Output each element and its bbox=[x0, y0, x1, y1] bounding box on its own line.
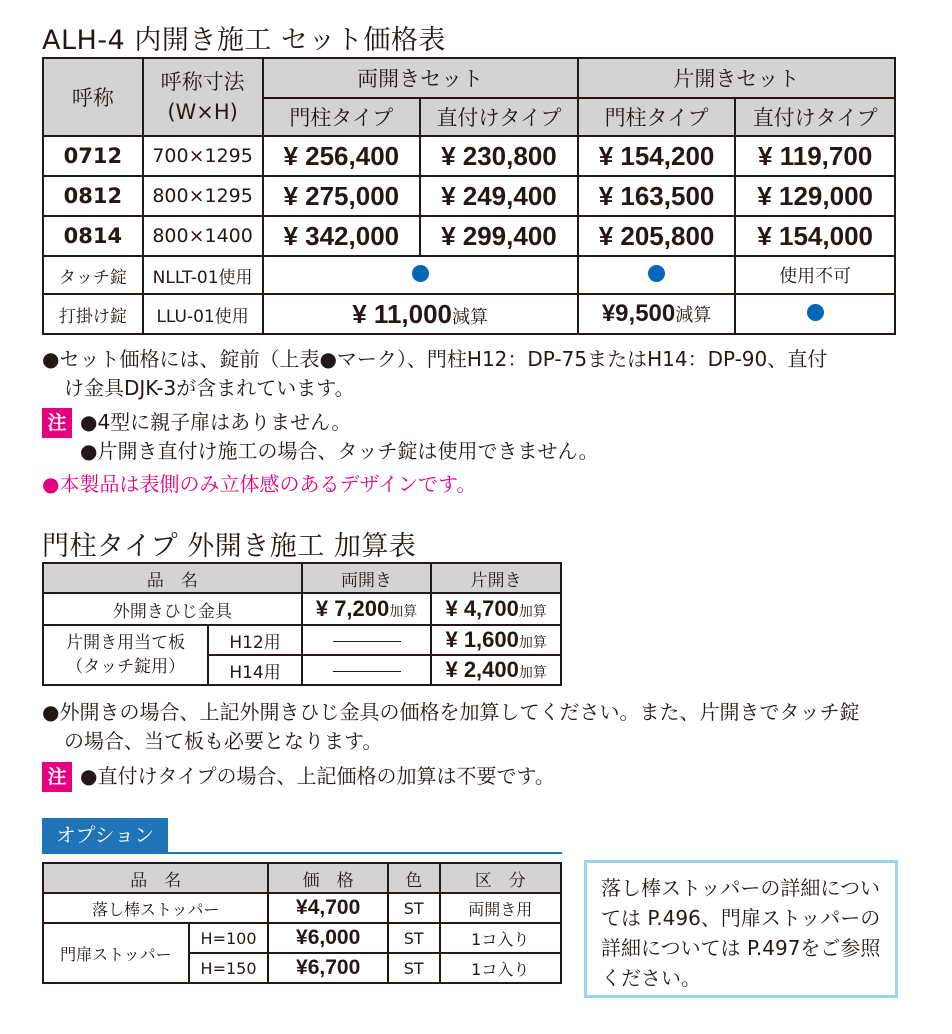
table-row bbox=[43, 893, 561, 923]
color-cell: ST bbox=[388, 953, 440, 983]
section1-caution-text: ●4型に親子扉はありません。 ●片開き直付け施工の場合、タッチ錠は使用できません。 bbox=[80, 410, 599, 463]
options-divider bbox=[42, 852, 562, 854]
options-tab: オプション bbox=[42, 818, 168, 852]
header-price: 価 格 bbox=[268, 863, 387, 893]
plate-h12: H12用 bbox=[208, 625, 301, 655]
header-double: 両開き bbox=[302, 563, 432, 593]
not-applicable-dash bbox=[333, 641, 401, 642]
price-cell: ¥6,700 bbox=[268, 953, 387, 983]
hinge-single: ¥ 4,700加算 bbox=[431, 593, 561, 625]
price-cell: ¥ 119,700 bbox=[735, 136, 895, 176]
hook-lock-double: ¥ 11,000減算 bbox=[263, 294, 578, 334]
header-color: 色 bbox=[388, 863, 440, 893]
hook-lock-model: LLU-01使用 bbox=[143, 294, 263, 334]
plate-h12-single: ¥ 1,600加算 bbox=[431, 625, 561, 655]
included-dot-icon bbox=[807, 304, 824, 321]
plate-label: 片開き用当て板 （タッチ錠用） bbox=[43, 625, 208, 685]
header-size: 呼称寸法 (W×H) bbox=[143, 58, 263, 136]
row-size: 800×1295 bbox=[143, 176, 263, 216]
size-cell: H=100 bbox=[189, 923, 269, 953]
price-cell: ¥ 154,200 bbox=[578, 136, 736, 176]
header-double-set: 両開きセット bbox=[263, 58, 578, 98]
options-table bbox=[42, 862, 562, 984]
color-cell: ST bbox=[388, 923, 440, 953]
price-cell: ¥6,000 bbox=[268, 923, 387, 953]
section1-title: ALH-4 内開き施工 セット価格表 bbox=[42, 25, 446, 56]
hinge-double: ¥ 7,200加算 bbox=[302, 593, 432, 625]
section2-caution bbox=[42, 762, 72, 792]
plate-h12-double bbox=[302, 625, 432, 655]
price-cell: ¥ 249,400 bbox=[420, 176, 578, 216]
table-row bbox=[43, 176, 895, 216]
plate-h14-double bbox=[302, 655, 432, 685]
header-single-set: 片開きセット bbox=[578, 58, 895, 98]
drop-rod-stopper-label: 落し棒ストッパー bbox=[43, 893, 268, 923]
addition-table bbox=[42, 562, 562, 686]
set-price-table bbox=[42, 57, 896, 335]
header-double-direct: 直付けタイプ bbox=[420, 98, 578, 136]
table-row bbox=[43, 625, 561, 655]
price-cell: ¥ 230,800 bbox=[420, 136, 578, 176]
section2-title: 門柱タイプ 外開き施工 加算表 bbox=[42, 531, 417, 562]
touch-lock-label: タッチ錠 bbox=[43, 256, 143, 294]
header-item: 品 名 bbox=[43, 563, 302, 593]
included-dot-icon bbox=[648, 265, 665, 282]
color-cell: ST bbox=[388, 893, 440, 923]
row-size: 800×1400 bbox=[143, 216, 263, 256]
row-name: 0712 bbox=[43, 136, 143, 176]
row-name: 0812 bbox=[43, 176, 143, 216]
header-double-post: 門柱タイプ bbox=[263, 98, 421, 136]
caution-badge: 注 bbox=[42, 762, 72, 792]
type-cell: 1コ入り bbox=[440, 953, 561, 983]
type-cell: 1コ入り bbox=[440, 923, 561, 953]
price-cell: ¥ 256,400 bbox=[263, 136, 421, 176]
section1-note: ●セット価格には、錠前（上表●マーク）、門柱H12：DP-75またはH14：DP-90、直付 け金具DJK-3が含まれています。 bbox=[42, 347, 828, 400]
included-dot-icon bbox=[412, 265, 429, 282]
section2-note: ●外開きの場合、上記外開きひじ金具の価格を加算してください。また、片開きでタッチ錠 の場合、当て板も必要となります。 bbox=[42, 700, 860, 753]
plate-h14: H14用 bbox=[208, 655, 301, 685]
touch-lock-single-direct: 使用不可 bbox=[735, 256, 895, 294]
row-name: 0814 bbox=[43, 216, 143, 256]
touch-lock-model: NLLT-01使用 bbox=[143, 256, 263, 294]
price-cell: ¥ 299,400 bbox=[420, 216, 578, 256]
price-cell: ¥ 275,000 bbox=[263, 176, 421, 216]
table-row bbox=[43, 136, 895, 176]
price-cell: ¥4,700 bbox=[268, 893, 387, 923]
hook-lock-row bbox=[43, 294, 895, 334]
plate-h14-single: ¥ 2,400加算 bbox=[431, 655, 561, 685]
touch-lock-double bbox=[263, 256, 578, 294]
header-single: 片開き bbox=[431, 563, 561, 593]
header-name: 呼称 bbox=[43, 58, 143, 136]
header-single-post: 門柱タイプ bbox=[578, 98, 736, 136]
gate-stopper-label: 門扉ストッパー bbox=[43, 923, 189, 983]
touch-lock-row bbox=[43, 256, 895, 294]
hook-lock-single-direct bbox=[735, 294, 895, 334]
price-cell: ¥ 163,500 bbox=[578, 176, 736, 216]
header-single-direct: 直付けタイプ bbox=[735, 98, 895, 136]
hook-lock-label: 打掛け錠 bbox=[43, 294, 143, 334]
touch-lock-single-post bbox=[578, 256, 736, 294]
design-note: ●本製品は表側のみ立体感のあるデザインです。 bbox=[42, 472, 477, 496]
hook-lock-single-post: ¥9,500減算 bbox=[578, 294, 736, 334]
reference-box: 落し棒ストッパーの詳細については P.496、門扉ストッパーの詳細については P.497をご参照ください。 bbox=[584, 860, 898, 998]
size-cell: H=150 bbox=[189, 953, 269, 983]
price-cell: ¥ 205,800 bbox=[578, 216, 736, 256]
hinge-label: 外開きひじ金具 bbox=[43, 593, 302, 625]
table-row bbox=[43, 923, 561, 953]
caution-badge: 注 bbox=[42, 408, 72, 438]
table-row bbox=[43, 593, 561, 625]
table-row bbox=[43, 216, 895, 256]
row-size: 700×1295 bbox=[143, 136, 263, 176]
not-applicable-dash bbox=[333, 671, 401, 672]
price-cell: ¥ 129,000 bbox=[735, 176, 895, 216]
section1-caution bbox=[42, 408, 72, 438]
section2-caution-text: ●直付けタイプの場合、上記価格の加算は不要です。 bbox=[80, 764, 555, 788]
header-item: 品 名 bbox=[43, 863, 268, 893]
type-cell: 両開き用 bbox=[440, 893, 561, 923]
header-type: 区 分 bbox=[440, 863, 561, 893]
price-cell: ¥ 342,000 bbox=[263, 216, 421, 256]
price-cell: ¥ 154,000 bbox=[735, 216, 895, 256]
